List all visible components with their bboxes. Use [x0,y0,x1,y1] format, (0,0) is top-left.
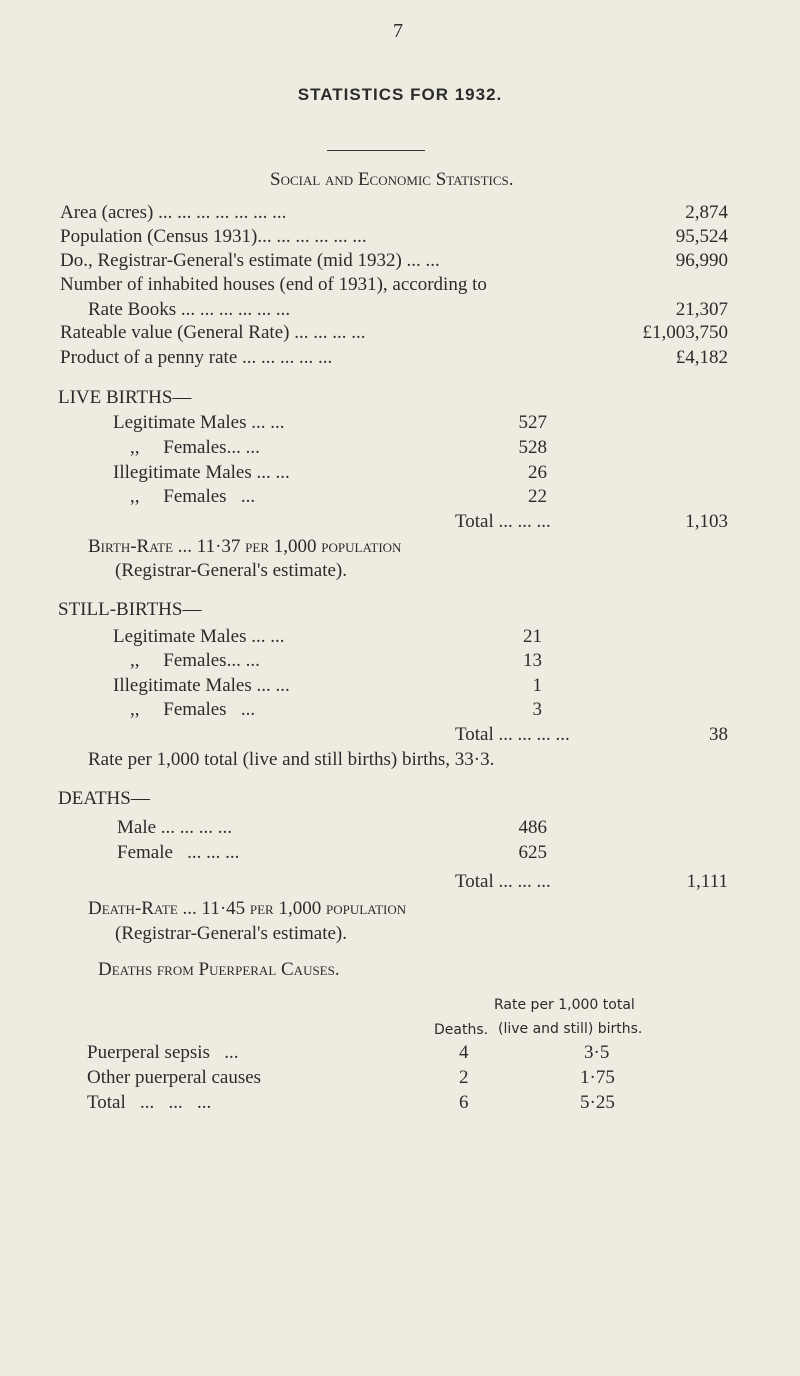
total-value: 1,111 [686,871,728,892]
row-value: 527 [518,412,547,433]
row-label: Female ... ... ... [117,842,240,863]
row-value: 2,874 [685,202,728,223]
row-label: Number of inhabited houses (end of 1931), according to [60,274,487,295]
row-label: Do., Registrar-General's estimate (mid 1932) ... ... [60,250,440,271]
total-label: Total ... ... ... [455,871,551,892]
row-label: Legitimate Males ... ... [113,412,285,433]
row-label: Other puerperal causes [87,1067,262,1088]
col-header-rate: Rate per 1,000 total [494,997,635,1013]
row-value: 22 [528,486,547,507]
row-label: ,, Females... ... [130,650,260,671]
row-value: 486 [518,817,547,838]
live-births-heading: LIVE BIRTHS— [58,387,192,408]
birth-rate-note: (Registrar-General's estimate). [115,560,347,581]
row-label: Rate Books ... ... ... ... ... ... [88,299,291,320]
row-value: 96,990 [675,250,728,271]
row-label: Area (acres) ... ... ... ... ... ... ... [60,202,287,223]
row-label: Puerperal sepsis ... [87,1042,239,1063]
row-label: Population (Census 1931)... ... ... ... ... ... [60,226,367,247]
total-value: 38 [709,724,728,745]
page-number: 7 [393,20,403,42]
col-header-rate-2: (live and still) births. [498,1021,643,1037]
row-value: 1 [532,675,542,696]
page-title: STATISTICS FOR 1932. [297,85,503,104]
death-rate: Death-Rate ... 11·45 per 1,000 population [88,898,407,919]
row-label: Illegitimate Males ... ... [113,462,290,483]
row-value: 13 [523,650,542,671]
row-label: Rateable value (General Rate) ... ... ... ... [60,322,366,343]
col-header-deaths: Deaths. [434,1022,489,1038]
row-label: ,, Females... ... [130,437,260,458]
row-label: ,, Females ... [130,699,256,720]
still-births-heading: STILL-BIRTHS— [58,599,202,620]
death-rate-note: (Registrar-General's estimate). [115,923,347,944]
row-label: ,, Females ... [130,486,256,507]
row-value: £1,003,750 [642,322,728,343]
birth-rate: Birth-Rate ... 11·37 per 1,000 population [88,536,402,557]
row-deaths: 2 [459,1067,469,1088]
row-rate: 3·5 [584,1042,610,1063]
row-deaths: 6 [459,1092,469,1113]
title-rule [327,150,425,151]
row-value: 528 [518,437,547,458]
row-label: Illegitimate Males ... ... [113,675,290,696]
total-label: Total ... ... ... [455,511,551,532]
still-birth-rate: Rate per 1,000 total (live and still births) births, 33·3. [88,749,495,770]
row-label: Male ... ... ... ... [117,817,233,838]
row-label: Legitimate Males ... ... [113,626,285,647]
social-heading: Social and Economic Statistics. [270,169,514,190]
row-value: 95,524 [675,226,728,247]
row-rate: 1·75 [580,1067,615,1088]
total-value: 1,103 [685,511,728,532]
row-value: 21,307 [675,299,728,320]
row-value: 625 [518,842,547,863]
row-value: 21 [523,626,542,647]
row-value: 26 [528,462,547,483]
row-value: 3 [532,699,542,720]
row-value: £4,182 [675,347,728,368]
row-label: Product of a penny rate ... ... ... ... ... [60,347,333,368]
total-label: Total ... ... ... ... [455,724,570,745]
puerperal-heading: Deaths from Puerperal Causes. [98,959,340,980]
row-deaths: 4 [459,1042,469,1063]
row-label: Total ... ... ... [87,1092,212,1113]
deaths-heading: DEATHS— [58,788,150,809]
row-rate: 5·25 [580,1092,615,1113]
